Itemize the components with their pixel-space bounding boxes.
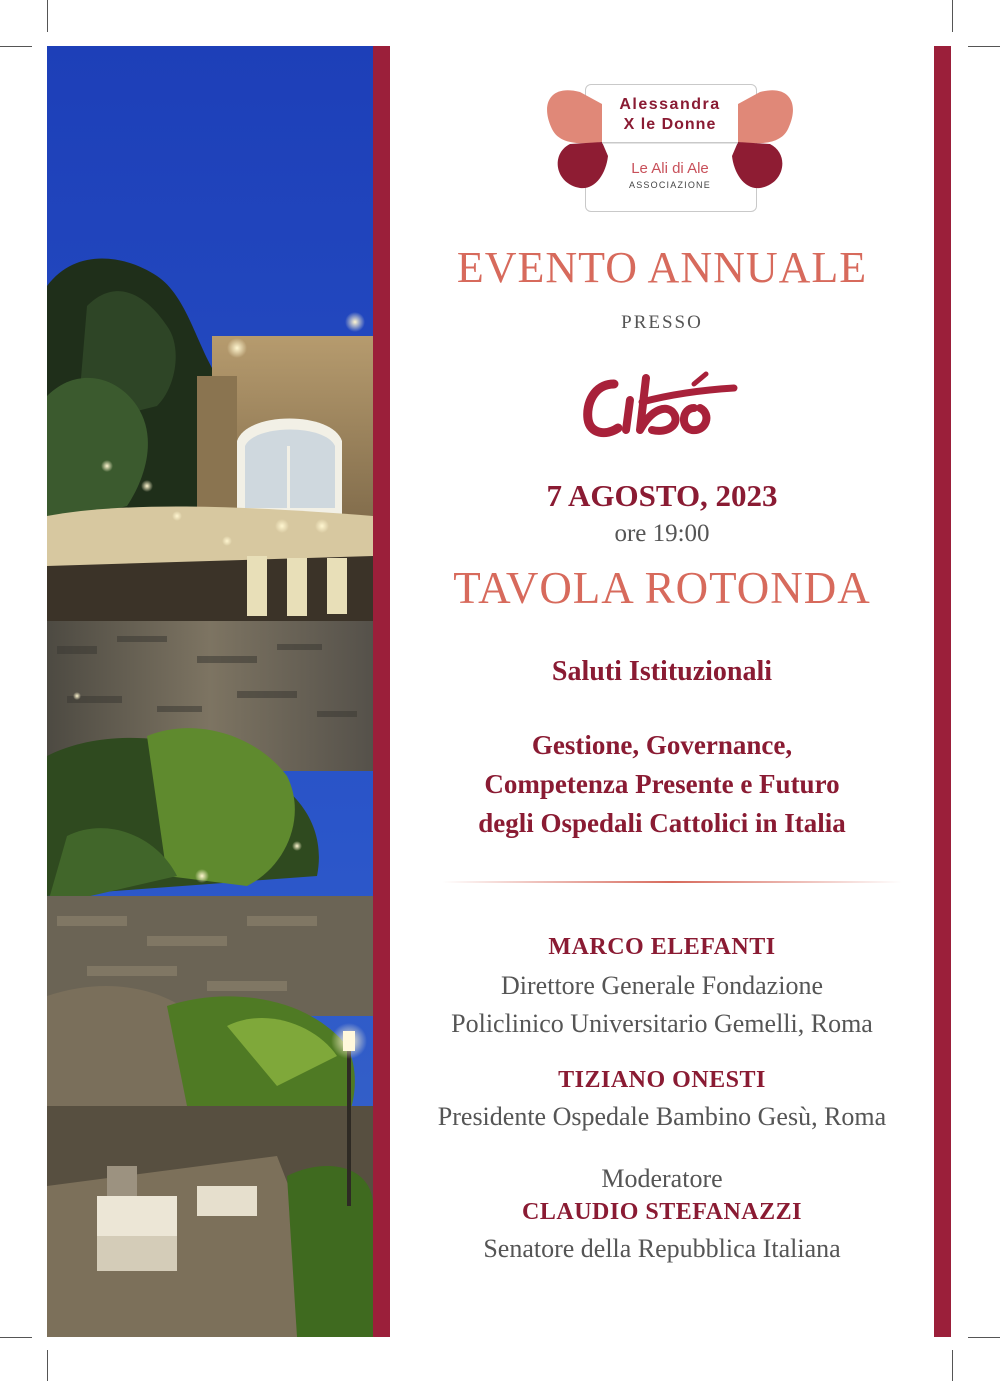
topic-line: degli Ospedali Cattolici in Italia [478, 808, 846, 838]
invitation-panel [390, 46, 934, 1337]
crop-mark [968, 1337, 1000, 1338]
event-time: ore 19:00 [614, 520, 710, 547]
logo-line-1: Alessandra [619, 96, 721, 113]
speaker-role [390, 1098, 934, 1136]
topic-line: Competenza Presente e Futuro [484, 769, 840, 799]
moderator-label: Moderatore [601, 1164, 723, 1193]
crop-mark [47, 1350, 48, 1381]
topic-block [390, 726, 934, 843]
speaker-role-line: Presidente Ospedale Bambino Gesù, Roma [437, 1102, 887, 1131]
event-title: EVENTO ANNUALE [456, 243, 868, 292]
venue-photo [47, 46, 373, 1337]
left-accent-bar [373, 46, 390, 1337]
speaker-name: TIZIANO ONESTI [558, 1067, 766, 1093]
crop-mark [952, 0, 953, 32]
speaker-role-line: Policlinico Universitario Gemelli, Roma [451, 1009, 873, 1038]
institutional-greetings: Saluti Istituzionali [551, 656, 773, 687]
logo-line-4: ASSOCIAZIONE [629, 180, 711, 190]
speaker-role-line: Direttore Generale Fondazione [501, 971, 823, 1000]
round-table-title: TAVOLA ROTONDA [453, 563, 871, 613]
speaker-role [390, 967, 934, 1043]
speaker-name: MARCO ELEFANTI [548, 934, 776, 960]
logo-line-3: Le Ali di Ale [631, 160, 709, 177]
presso-label: PRESSO [621, 312, 703, 333]
venue-logo [582, 364, 742, 442]
section-divider [442, 881, 902, 883]
crop-mark [0, 1337, 32, 1338]
topic-line: Gestione, Governance, [531, 730, 793, 760]
crop-mark [47, 0, 48, 32]
crop-mark [968, 46, 1000, 47]
moderator-role: Senatore della Repubblica Italiana [483, 1234, 841, 1263]
association-logo [540, 84, 800, 214]
crop-mark [952, 1350, 953, 1381]
right-accent-bar [934, 46, 951, 1337]
crop-mark [0, 46, 32, 47]
moderator-name: CLAUDIO STEFANAZZI [522, 1199, 802, 1225]
event-date: 7 AGOSTO, 2023 [546, 478, 778, 513]
logo-line-2: X le Donne [623, 116, 717, 133]
